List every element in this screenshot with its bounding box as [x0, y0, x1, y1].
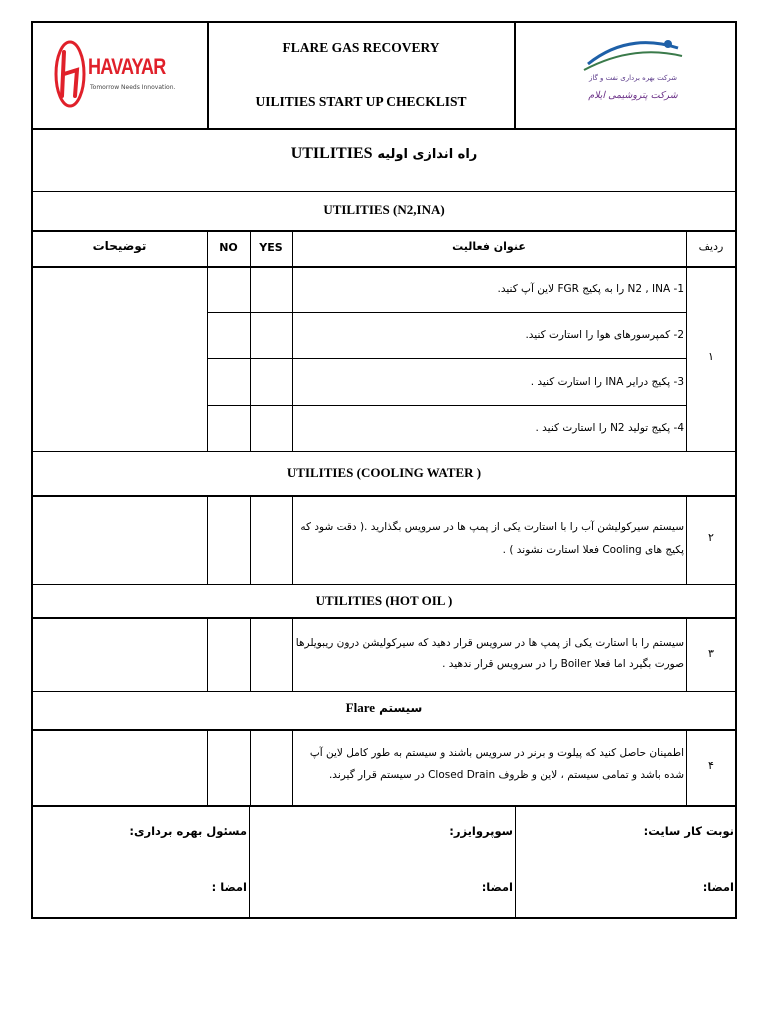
havayar-logo [44, 34, 204, 120]
rule-main-title [32, 191, 736, 192]
doc-title-line2: UILITIES START UP CHECKLIST [255, 94, 467, 109]
header-divider-left [207, 22, 209, 130]
row4-number: ۴ [708, 759, 714, 772]
row1-item-2: 2- کمپرسورهای هوا را استارت کنید. [525, 329, 684, 341]
row1-item-1: 1- N2 , INA را به پکیج FGR لاین آپ کنید. [497, 283, 684, 295]
header-divider-right [514, 22, 516, 130]
sig-operator-sign: امضا : [211, 880, 247, 894]
col-line-yes [250, 231, 251, 452]
sig-shift-sign: امضا: [702, 880, 734, 894]
section-hot-oil: UTILITIES (HOT OIL ) [315, 593, 453, 608]
section-flare-en: Flare [345, 700, 375, 715]
rule-section-hotoil [32, 617, 736, 619]
rule-row1-bottom [32, 451, 736, 452]
col-header-yes: YES [259, 241, 283, 254]
main-title-en: UTILITIES [290, 145, 373, 162]
row2-line-1: سیستم سیرکولیشن آب را با استارت یکی از پمپ ها در سرویس بگذارید .( دقت شود که [300, 521, 684, 533]
main-title-fa: راه اندازی اولیه [377, 147, 478, 162]
sig-divider-right [515, 806, 516, 918]
rule-row2-bottom [32, 584, 736, 585]
rule-section-cooling [32, 495, 736, 497]
main-title [32, 144, 736, 163]
sig-supervisor-sign: امضا: [481, 880, 513, 894]
row1-item-4: 4- پکیج تولید N2 را استارت کنید . [535, 422, 684, 434]
havayar-name: HAVAYAR [88, 54, 166, 79]
col-header-activity: عنوان فعالیت [452, 240, 526, 253]
petrochemical-emblem-icon [578, 34, 688, 74]
petrochemical-logo [578, 34, 688, 116]
col-header-no: NO [219, 241, 238, 254]
row4-line-yes [250, 730, 251, 806]
col-header-radif: ردیف [698, 240, 724, 253]
header-bottom-rule [32, 128, 736, 130]
sig-shift-label: نوبت کار سایت: [643, 824, 734, 838]
row4-line-no [207, 730, 208, 806]
row3-line-no [207, 618, 208, 691]
row2-number: ۲ [708, 531, 714, 544]
sig-divider-left [249, 806, 250, 918]
row2-line-no [207, 496, 208, 584]
section-flare-fa: سیستم [379, 701, 423, 715]
col-line-radif [686, 231, 687, 452]
section-cooling-water: UTILITIES (COOLING WATER ) [286, 465, 482, 480]
havayar-tagline: Tomorrow Needs Innovation. [90, 84, 176, 91]
row3-number: ۳ [708, 647, 714, 660]
row1-sep-2 [207, 358, 686, 359]
petrochemical-line2: شرکت پتروشیمی ایلام [588, 90, 678, 101]
row1-number: ۱ [708, 350, 714, 363]
doc-title-line1: FLARE GAS RECOVERY [282, 40, 440, 55]
sig-operator-label: مسئول بهره برداری: [129, 824, 247, 838]
rule-section-flare [32, 729, 736, 731]
col-line-no [207, 231, 208, 452]
row2-line-yes [250, 496, 251, 584]
section-n2-ina: UTILITIES (N2,INA) [323, 202, 445, 217]
row4-line-activity [292, 730, 293, 806]
row2-line-2: پکیج های Cooling فعلا استارت نشوند ) . [502, 544, 684, 556]
petrochemical-line1: شرکت بهره برداری نفت و گاز [588, 74, 678, 82]
rule-table-header [32, 266, 736, 268]
row1-sep-1 [207, 312, 686, 313]
row4-line-2: شده باشد و تمامی سیستم ، لاین و ظروف Closed Drain در سیستم قرار گیرند. [328, 769, 684, 781]
section-flare [32, 700, 736, 716]
row3-line-2: صورت بگیرد اما فعلا Boiler را در سرویس قرار ندهید . [442, 658, 684, 670]
row3-line-yes [250, 618, 251, 691]
sig-supervisor-label: سوپروایزر: [449, 824, 513, 838]
row1-item-3: 3- پکیج درایر INA را استارت کنید . [530, 376, 684, 388]
row1-sep-3 [207, 405, 686, 406]
rule-row3-bottom [32, 691, 736, 692]
row3-line-1: سیستم را با استارت یکی از پمپ ها در سرویس قرار دهید که سیرکولیشن درون ریبویلرها [295, 637, 684, 649]
rule-section-n2 [32, 230, 736, 232]
col-header-notes: توضیحات [92, 239, 147, 253]
row4-line-1: اطمینان حاصل کنید که پیلوت و برنر در سرویس باشند و سیستم به طور کامل لاین آپ [309, 747, 684, 759]
row3-line-activity [292, 618, 293, 691]
col-line-activity [292, 231, 293, 452]
rule-row4-bottom [32, 805, 736, 807]
row2-line-activity [292, 496, 293, 584]
